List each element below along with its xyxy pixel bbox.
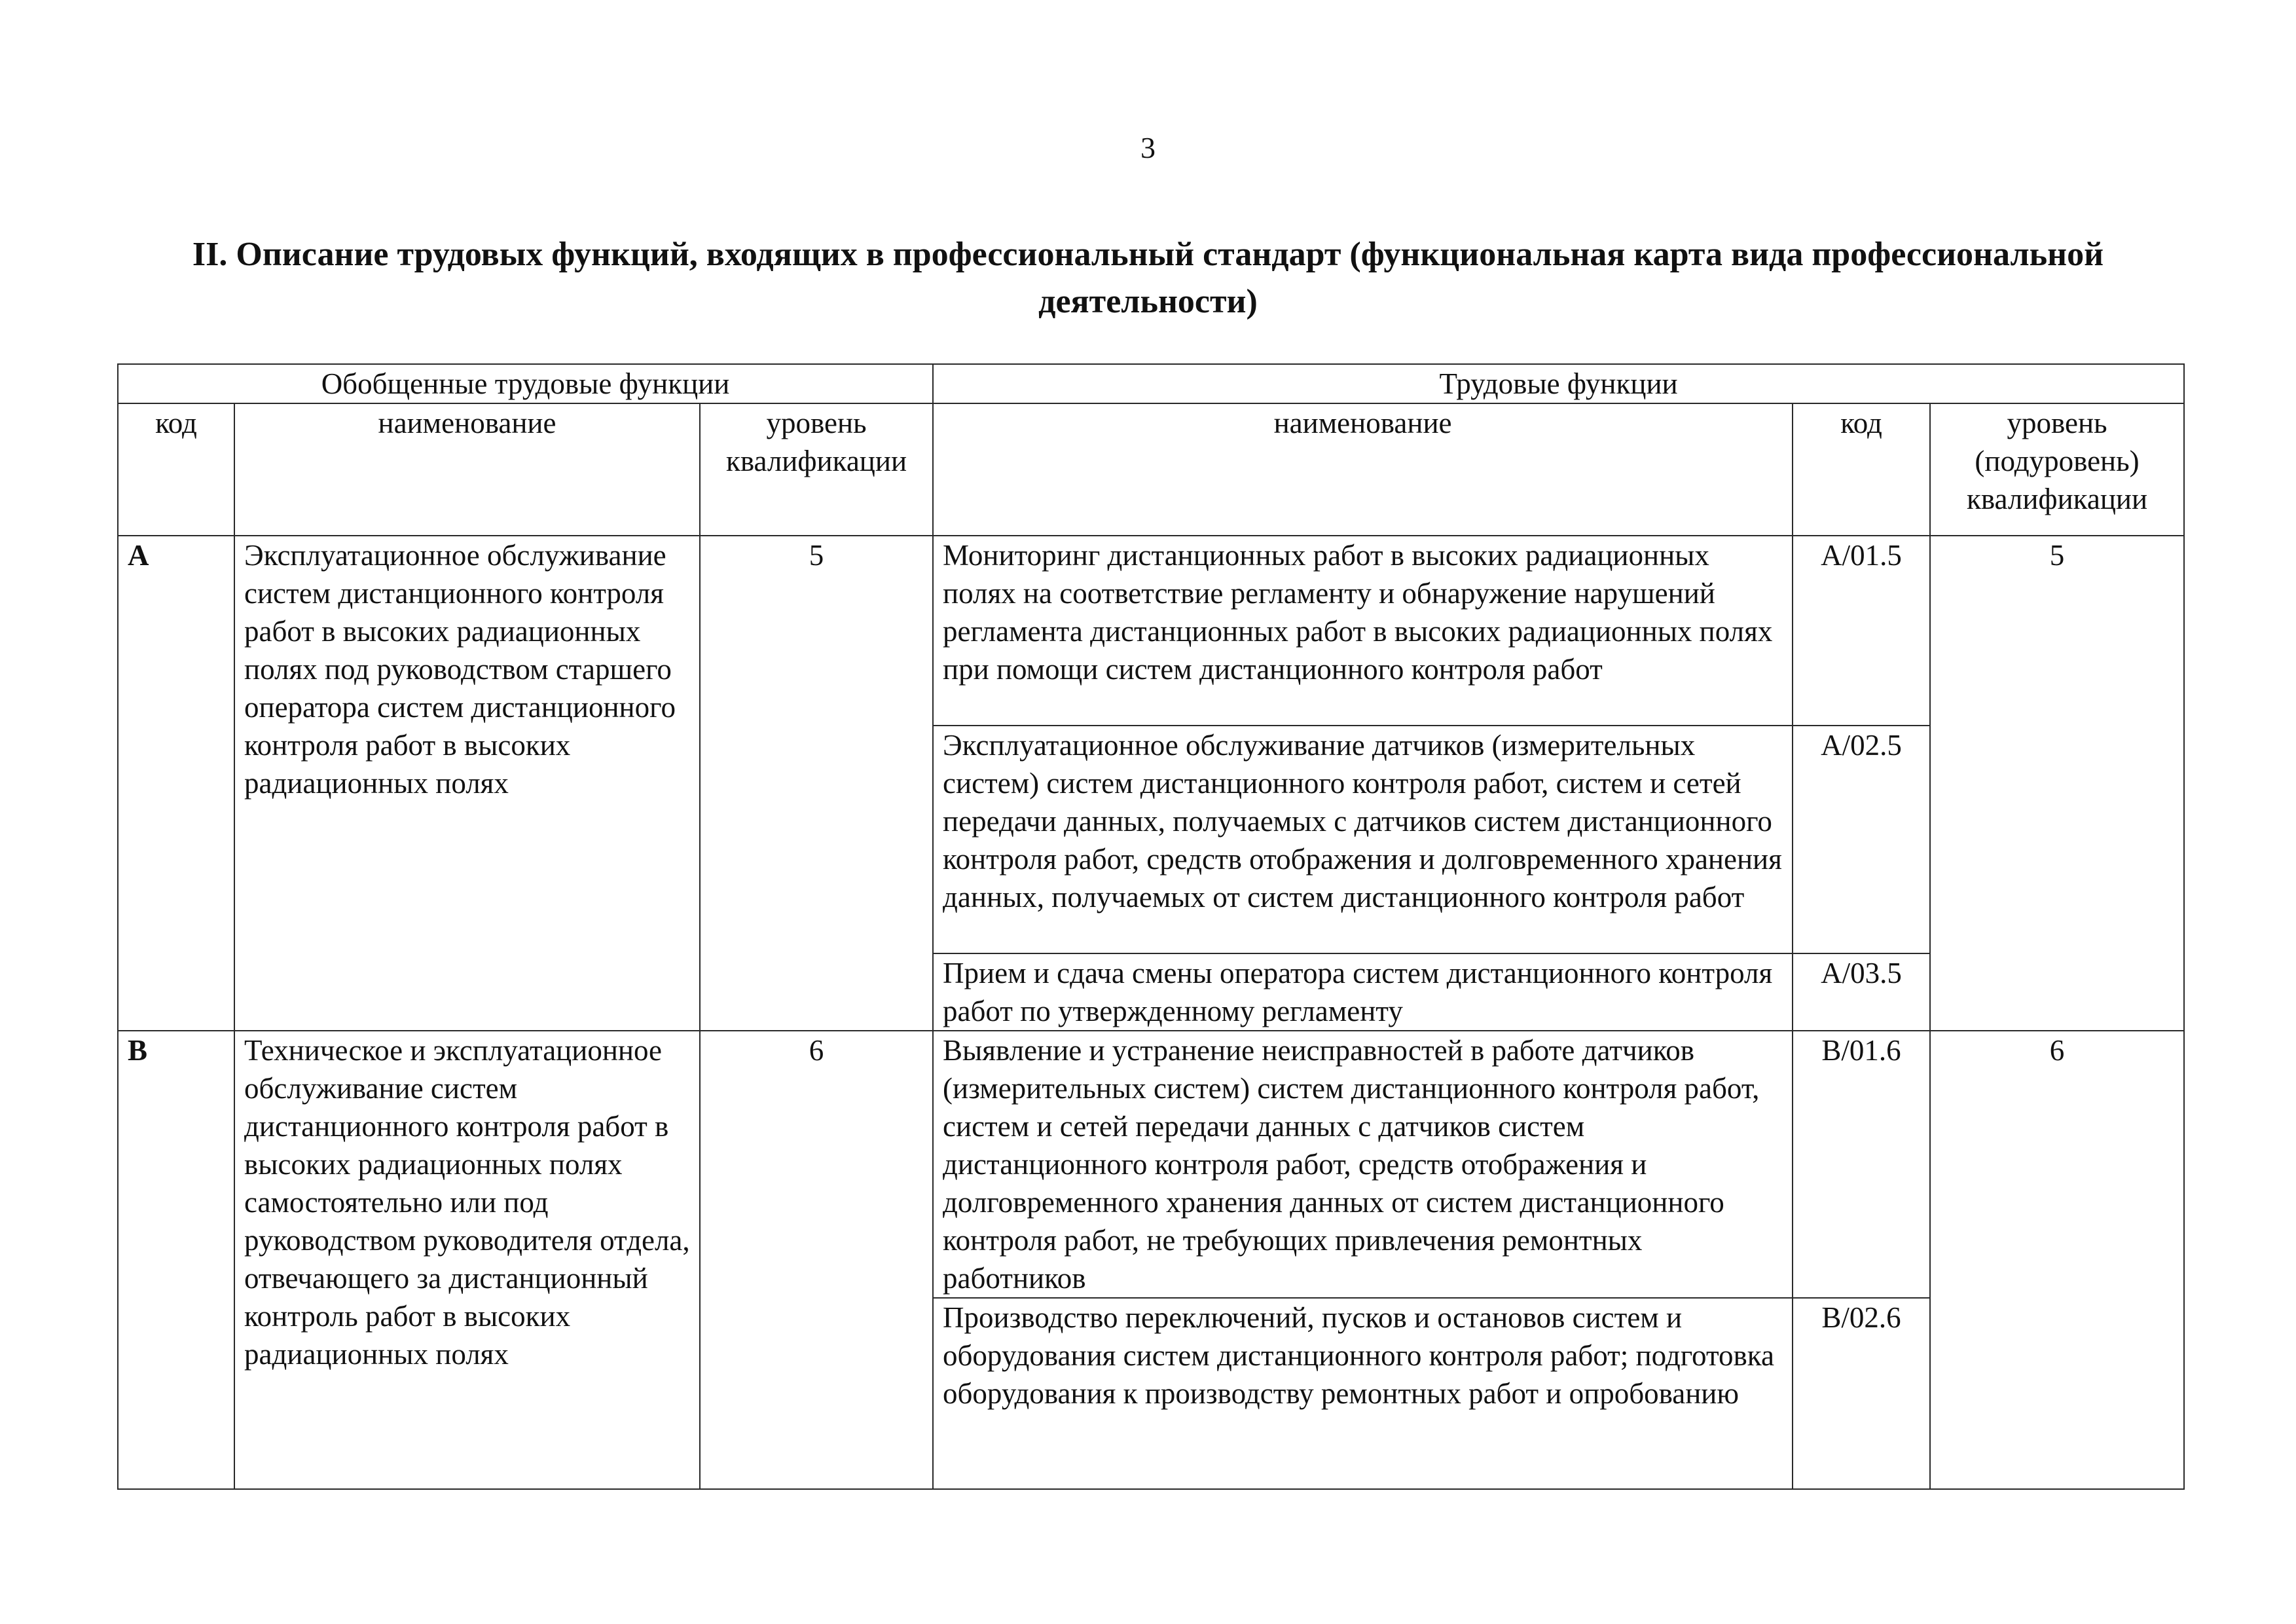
labor-function-name: Мониторинг дистанционных работ в высоких радиационных полях на соответствие регламенту и обнаружение нарушений регламента дистанционных работ в высоких радиационных полях при помощи систем дистанционного контроля работ — [933, 536, 1793, 726]
gen-function-code: В — [118, 1031, 234, 1489]
labor-function-code: В/02.6 — [1793, 1298, 1930, 1489]
functional-map-table — [117, 363, 2185, 1490]
labor-function-code: А/01.5 — [1793, 536, 1930, 726]
gen-name-header: наименование — [234, 403, 700, 536]
table-row — [118, 536, 2184, 726]
fn-code-header: код — [1793, 403, 1930, 536]
labor-function-name: Эксплуатационное обслуживание датчиков (измерительных систем) систем дистанционного контроля работ, систем и сетей передачи данных, получаемых с датчиков систем дистанционного контроля работ, средств отображения и долговременного хранения данных, получаемых от систем дистанционного контроля работ — [933, 726, 1793, 953]
labor-function-name: Прием и сдача смены оператора систем дистанционного контроля работ по утвержденному регламенту — [933, 953, 1793, 1031]
page-number: 3 — [1140, 131, 1156, 164]
labor-function-code: А/02.5 — [1793, 726, 1930, 953]
labor-function-level: 6 — [1930, 1031, 2184, 1489]
gen-code-header: код — [118, 403, 234, 536]
labor-function-code: А/03.5 — [1793, 953, 1930, 1031]
generalized-functions-header: Обобщенные трудовые функции — [118, 364, 933, 403]
group-header-row — [118, 364, 2184, 403]
gen-function-level: 5 — [700, 536, 933, 1031]
column-header-row — [118, 403, 2184, 536]
table-row — [118, 1031, 2184, 1298]
gen-function-name: Эксплуатационное обслуживание систем дистанционного контроля работ в высоких радиационных полях под руководством старшего оператора систем дистанционного контроля работ в высоких радиационных полях — [234, 536, 700, 1031]
fn-level-header: уровень (подуровень) квалификации — [1930, 403, 2184, 536]
labor-function-name: Выявление и устранение неисправностей в работе датчиков (измерительных систем) систем дистанционного контроля работ, систем и сетей передачи данных с датчиков систем дистанционного контроля работ, средств отображения и долговременного хранения данных от систем дистанционного контроля работ, не требующих привлечения ремонтных работников — [933, 1031, 1793, 1298]
labor-function-level: 5 — [1930, 536, 2184, 1031]
gen-function-name: Техническое и эксплуатационное обслуживание систем дистанционного контроля работ в высоких радиационных полях самостоятельно или под руководством руководителя отдела, отвечающего за дистанционный контроль работ в высоких радиационных полях — [234, 1031, 700, 1489]
gen-level-header: уровень квалификации — [700, 403, 933, 536]
labor-function-name: Производство переключений, пусков и остановов систем и оборудования систем дистанционного контроля работ; подготовка оборудования к производству ремонтных работ и опробованию — [933, 1298, 1793, 1489]
labor-function-code: В/01.6 — [1793, 1031, 1930, 1298]
gen-function-level: 6 — [700, 1031, 933, 1489]
page-title: II. Описание трудовых функций, входящих в профессиональный стандарт (функциональная карта вида профессиональной деятельности) — [192, 236, 2104, 320]
fn-name-header: наименование — [933, 403, 1793, 536]
labor-functions-header: Трудовые функции — [933, 364, 2184, 403]
gen-function-code: А — [118, 536, 234, 1031]
